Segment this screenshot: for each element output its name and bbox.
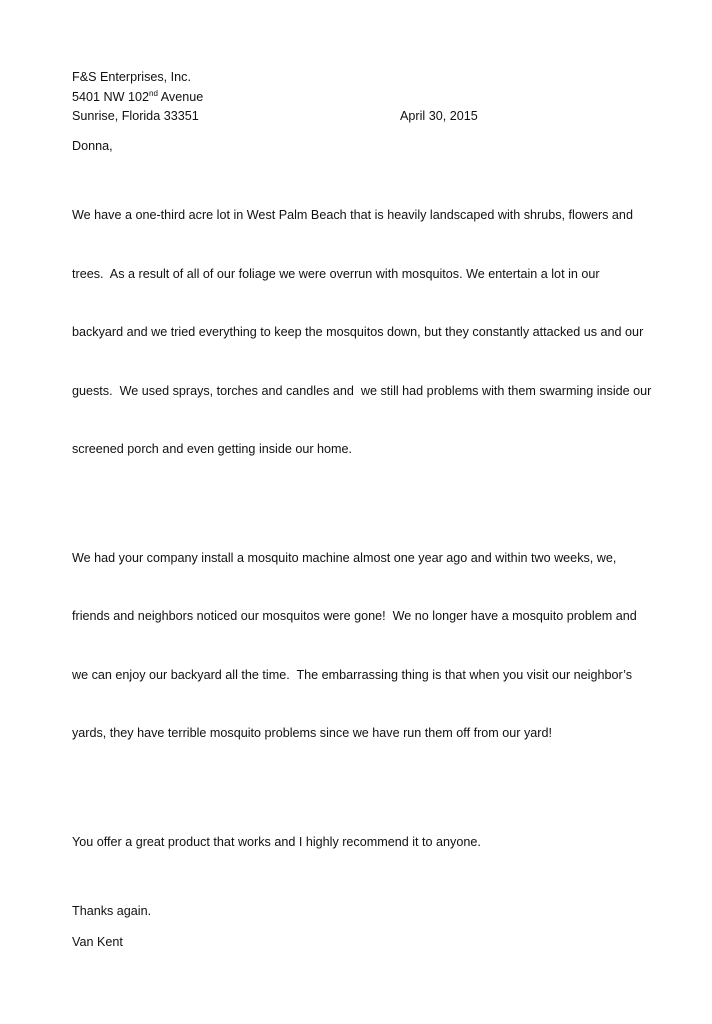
sender-street-number: 5401 NW 102 — [72, 89, 150, 104]
salutation: Donna, — [72, 138, 113, 153]
paragraph-line: friends and neighbors noticed our mosquitos were gone! We no longer have a mosquito problem and — [72, 609, 637, 623]
body-paragraph-3 — [72, 794, 642, 892]
letter-content — [72, 68, 652, 952]
sender-company: F&S Enterprises, Inc. — [72, 70, 191, 84]
closing: Thanks again. — [72, 904, 152, 918]
sender-street-name: Avenue — [157, 89, 204, 104]
body-paragraph-1 — [72, 167, 652, 499]
sender-street-ordinal: nd — [149, 88, 158, 98]
sender-address — [72, 68, 642, 127]
paragraph-line: We had your company install a mosquito machine almost one year ago and within two weeks, we, — [72, 550, 617, 565]
paragraph-line: yards, they have terrible mosquito problems since we have run them off from our yard! — [72, 726, 552, 740]
letter-date: April 30, 2015 — [400, 109, 478, 123]
paragraph-line: we can enjoy our backyard all the time. The embarrassing thing is that when you visit our neighbor’s — [72, 667, 633, 682]
paragraph-line: screened porch and even getting inside our home. — [72, 442, 353, 456]
sender-city-row — [72, 107, 642, 127]
sender-street — [72, 88, 642, 108]
paragraph-line: trees. As a result of all of our foliage we were overrun with mosquitos. We entertain a lot in our — [72, 266, 600, 281]
paragraph-line: We have a one-third acre lot in West Palm Beach that is heavily landscaped with shrubs, flowers and — [72, 208, 633, 222]
paragraph-line: backyard and we tried everything to keep the mosquitos down, but they constantly attacked us and our — [72, 325, 644, 339]
paragraph-line: guests. We used sprays, torches and candles and we still had problems with them swarming inside our — [72, 383, 652, 398]
sender-city-state-zip: Sunrise, Florida 33351 — [72, 109, 199, 123]
paragraph-line: You offer a great product that works and I highly recommend it to anyone. — [72, 834, 481, 849]
body-paragraph-2 — [72, 510, 642, 783]
signature-name: Van Kent — [72, 934, 123, 949]
